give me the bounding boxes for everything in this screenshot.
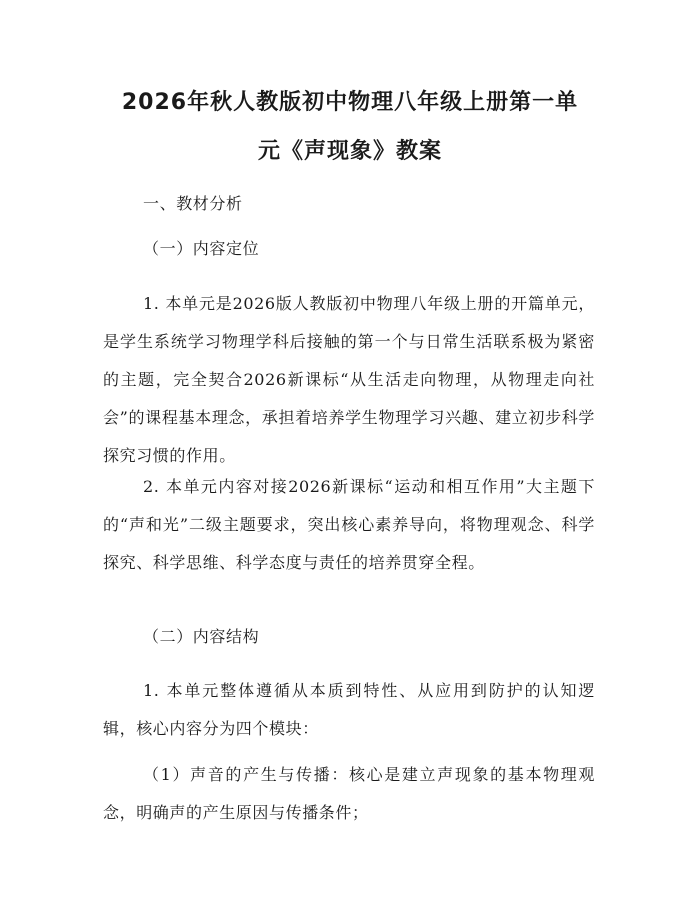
paragraph-1: 1. 本单元是2026版人教版初中物理八年级上册的开篇单元，是学生系统学习物理学科后接触的第一个与日常生活联系极为紧密的主题，完全契合2026新课标“从生活走向物理，从物理走向社会”的课程基本理念，承担着培养学生物理学习兴趣、建立初步科学探究习惯的作用。	[103, 294, 595, 465]
paragraph-2: 2. 本单元内容对接2026新课标“运动和相互作用”大主题下的“声和光”二级主题要求，突出核心素养导向，将物理观念、科学探究、科学思维、科学态度与责任的培养贯穿全程。	[103, 477, 595, 572]
paragraph-4: （1）声音的产生与传播：核心是建立声现象的基本物理观念，明确声的产生原因与传播条件；	[103, 765, 595, 822]
document-title-line-2: 元《声现象》教案	[257, 139, 442, 164]
subsection-heading-content-structure: （二）内容结构	[143, 627, 260, 646]
subsection-heading-content-positioning: （一）内容定位	[143, 239, 260, 258]
paragraph-3: 1. 本单元整体遵循从本质到特性、从应用到防护的认知逻辑，核心内容分为四个模块：	[103, 681, 595, 738]
document-title-line-1: 2026年秋人教版初中物理八年级上册第一单	[121, 90, 579, 115]
section-heading-teaching-material-analysis: 一、教材分析	[143, 194, 243, 213]
